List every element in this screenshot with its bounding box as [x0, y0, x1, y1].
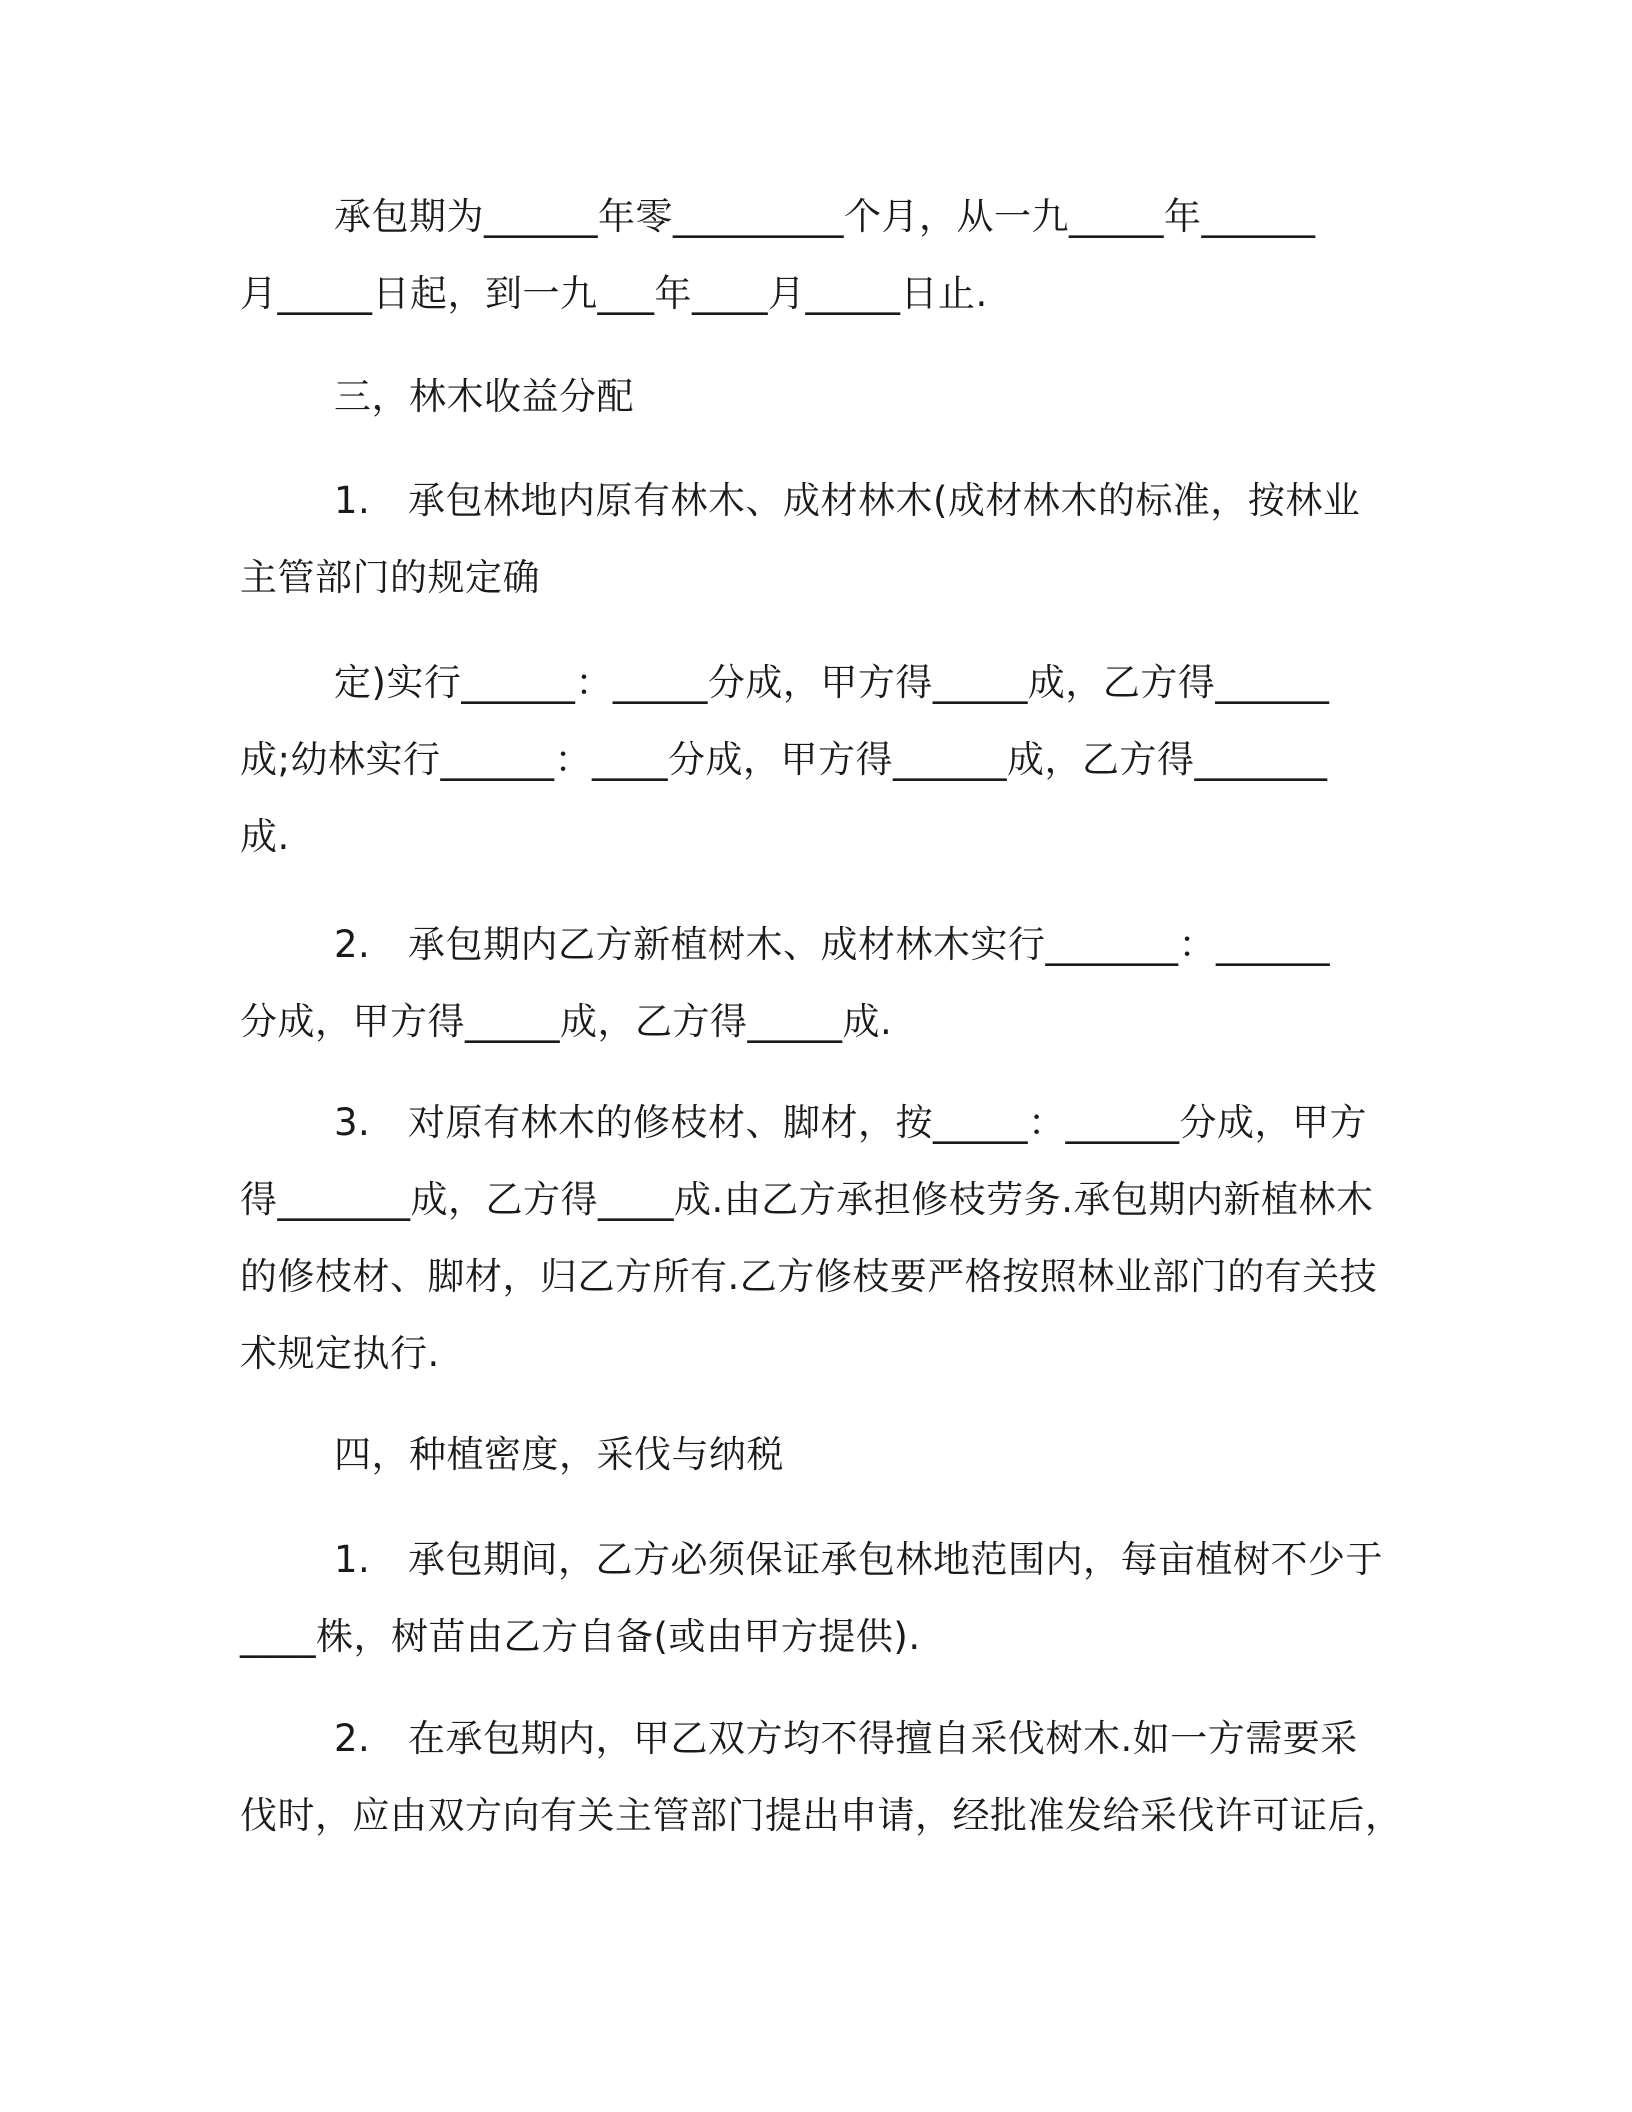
clause-3-1-line-4 — [240, 738, 1328, 781]
text: 主管部门的规定确 — [240, 556, 540, 599]
text: 成. — [240, 815, 290, 858]
text: 月_____日起，到一九___年____月_____日止. — [240, 272, 988, 315]
clause-3-1-line-5 — [240, 815, 290, 858]
clause-3-1-line-2 — [240, 556, 540, 599]
item-number: 2. — [334, 1717, 371, 1760]
clause-3-1-line-1 — [334, 479, 1361, 522]
text: 伐时，应由双方向有关主管部门提出申请，经批准发给采伐许可证后， — [240, 1794, 1403, 1837]
clause-4-2-line-1 — [334, 1717, 1358, 1760]
text: ____株，树苗由乙方自备(或由甲方提供). — [240, 1615, 921, 1658]
clause-3-3-line-2 — [240, 1178, 1374, 1221]
section-heading-3 — [334, 375, 634, 418]
text: 承包林地内原有林木、成材林木(成材林木的标准，按林业 — [408, 479, 1361, 522]
text: 对原有林木的修枝材、脚材，按_____：______分成，甲方 — [408, 1101, 1367, 1144]
clause-3-2-line-1 — [334, 923, 1330, 966]
item-number: 1. — [334, 479, 371, 522]
text: 在承包期内，甲乙双方均不得擅自采伐树木.如一方需要采 — [408, 1717, 1358, 1760]
item-number: 1. — [334, 1538, 371, 1581]
text: 定)实行______：_____分成，甲方得_____成，乙方得______ — [334, 661, 1330, 704]
text: 得_______成，乙方得____成.由乙方承担修枝劳务.承包期内新植林木 — [240, 1178, 1374, 1221]
clause-3-2-line-2 — [240, 1000, 893, 1043]
clause-4-1-line-2 — [240, 1615, 921, 1658]
text: 承包期间，乙方必须保证承包林地范围内，每亩植树不少于 — [408, 1538, 1383, 1581]
text: 成;幼林实行______：____分成，甲方得______成，乙方得_______ — [240, 738, 1328, 781]
section-heading-4 — [334, 1433, 784, 1476]
clause-4-2-line-2 — [240, 1794, 1403, 1837]
text: 术规定执行. — [240, 1332, 440, 1375]
text: 三，林木收益分配 — [334, 375, 634, 418]
clause-4-1-line-1 — [334, 1538, 1383, 1581]
text: 分成，甲方得_____成，乙方得_____成. — [240, 1000, 893, 1043]
clause-3-3-line-4 — [240, 1332, 440, 1375]
text: 四，种植密度，采伐与纳税 — [334, 1433, 784, 1476]
text: 承包期内乙方新植树木、成材林木实行_______：______ — [408, 923, 1330, 966]
clause-3-3-line-3 — [240, 1255, 1378, 1298]
item-number: 3. — [334, 1101, 371, 1144]
item-number: 2. — [334, 923, 371, 966]
clause-3-1-line-3 — [334, 661, 1330, 704]
term-period-line-2 — [240, 272, 988, 315]
clause-3-3-line-1 — [334, 1101, 1367, 1144]
text: 承包期为______年零_________个月，从一九_____年______ — [334, 195, 1316, 238]
term-period-line-1 — [334, 195, 1316, 238]
text: 的修枝材、脚材，归乙方所有.乙方修枝要严格按照林业部门的有关技 — [240, 1255, 1378, 1298]
